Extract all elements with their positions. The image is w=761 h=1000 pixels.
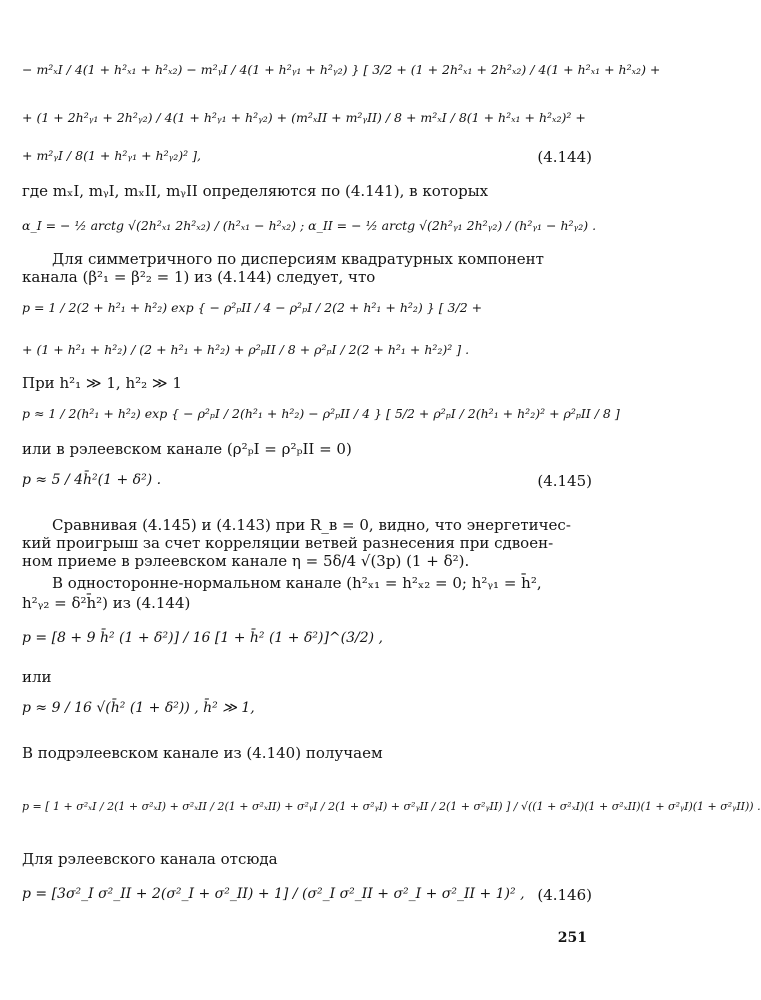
text-line: или xyxy=(22,668,52,686)
text-line: При h²₁ ≫ 1, h²₂ ≫ 1 xyxy=(22,374,182,392)
equation-line: + (1 + h²₁ + h²₂) / (2 + h²₁ + h²₂) + ρ²ₚII / 8 + ρ²ₚI / 2(2 + h²₁ + h²₂)² ] . xyxy=(22,342,470,357)
text-line: где mₓI, mᵧI, mₓII, mᵧII определяются по (4.141), в которых xyxy=(22,182,489,200)
text-line: кий проигрыш за счет корреляции ветвей разнесения при сдвоен- xyxy=(22,534,554,552)
text-line: канала (β²₁ = β²₂ = 1) из (4.144) следует, что xyxy=(22,268,376,286)
equation-number: (4.145) xyxy=(537,472,592,490)
text-line: В подрэлеевском канале из (4.140) получаем xyxy=(22,744,383,762)
text-line: или в рэлеевском канале (ρ²ₚI = ρ²ₚII = 0) xyxy=(22,440,352,458)
equation-line: + (1 + 2h²ᵧ₁ + 2h²ᵧ₂) / 4(1 + h²ᵧ₁ + h²ᵧ₂) + (m²ₓII + m²ᵧII) / 8 + m²ₓI / 8(1 + h²ₓ₁ + h²ₓ₂)² + xyxy=(22,110,586,125)
equation-number: (4.144) xyxy=(537,148,592,166)
equation-line: − m²ₓI / 4(1 + h²ₓ₁ + h²ₓ₂) − m²ᵧI / 4(1 + h²ᵧ₁ + h²ᵧ₂) } [ 3/2 + (1 + 2h²ₓ₁ + 2h²ₓ₂) / 4(1 + h²ₓ₁ + h²ₓ₂) + xyxy=(22,62,661,77)
text-line: В односторонне-нормальном канале (h²ₓ₁ = h²ₓ₂ = 0; h²ᵧ₁ = h̄², xyxy=(52,574,542,592)
equation-line: p ≈ 9 / 16 √(h̄² (1 + δ²)) , h̄² ≫ 1, xyxy=(22,700,255,716)
text-line: Сравнивая (4.145) и (4.143) при R_в = 0, видно, что энергетичес- xyxy=(52,516,571,534)
equation-line: p ≈ 1 / 2(h²₁ + h²₂) exp { − ρ²ₚI / 2(h²₁ + h²₂) − ρ²ₚII / 4 } [ 5/2 + ρ²ₚI / 2(h²₁ + h²₂)² + ρ²ₚII / 8 ] xyxy=(22,406,620,421)
equation-line: p = 1 / 2(2 + h²₁ + h²₂) exp { − ρ²ₚII / 4 − ρ²ₚI / 2(2 + h²₁ + h²₂) } [ 3/2 + xyxy=(22,300,483,315)
equation-line: p = [8 + 9 h̄² (1 + δ²)] / 16 [1 + h̄² (1 + δ²)]^(3/2) , xyxy=(22,630,384,646)
equation-line: α_I = − ½ arctg √(2h²ₓ₁ 2h²ₓ₂) / (h²ₓ₁ − h²ₓ₂) ; α_II = − ½ arctg √(2h²ᵧ₁ 2h²ᵧ₂) / (h²ᵧ₁ − h²ᵧ₂) . xyxy=(22,218,597,233)
equation-number: (4.146) xyxy=(537,886,592,904)
equation-line: p ≈ 5 / 4h̄²(1 + δ²) . xyxy=(22,472,162,488)
text-line: ном приеме в рэлеевском канале η = 5δ/4 √(3p) (1 + δ²). xyxy=(22,552,470,570)
page-number: 251 xyxy=(557,930,587,946)
equation-line: p = [ 1 + σ²ₓI / 2(1 + σ²ₓI) + σ²ₓII / 2(1 + σ²ₓII) + σ²ᵧI / 2(1 + σ²ᵧI) + σ²ᵧII / 2(1 + σ²ᵧII) ] / √((1 + σ²ₓI)(1 + σ²ₓII)(1 + σ²ᵧI)(1 + σ²ᵧII)) . xyxy=(22,800,761,813)
text-line: h²ᵧ₂ = δ²h̄²) из (4.144) xyxy=(22,594,191,612)
equation-line: p = [3σ²_I σ²_II + 2(σ²_I + σ²_II) + 1] / (σ²_I σ²_II + σ²_I + σ²_II + 1)² , xyxy=(22,886,525,902)
text-line: Для симметричного по дисперсиям квадратурных компонент xyxy=(52,250,544,268)
text-line: Для рэлеевского канала отсюда xyxy=(22,850,278,868)
equation-line: + m²ᵧI / 8(1 + h²ᵧ₁ + h²ᵧ₂)² ], xyxy=(22,148,202,163)
